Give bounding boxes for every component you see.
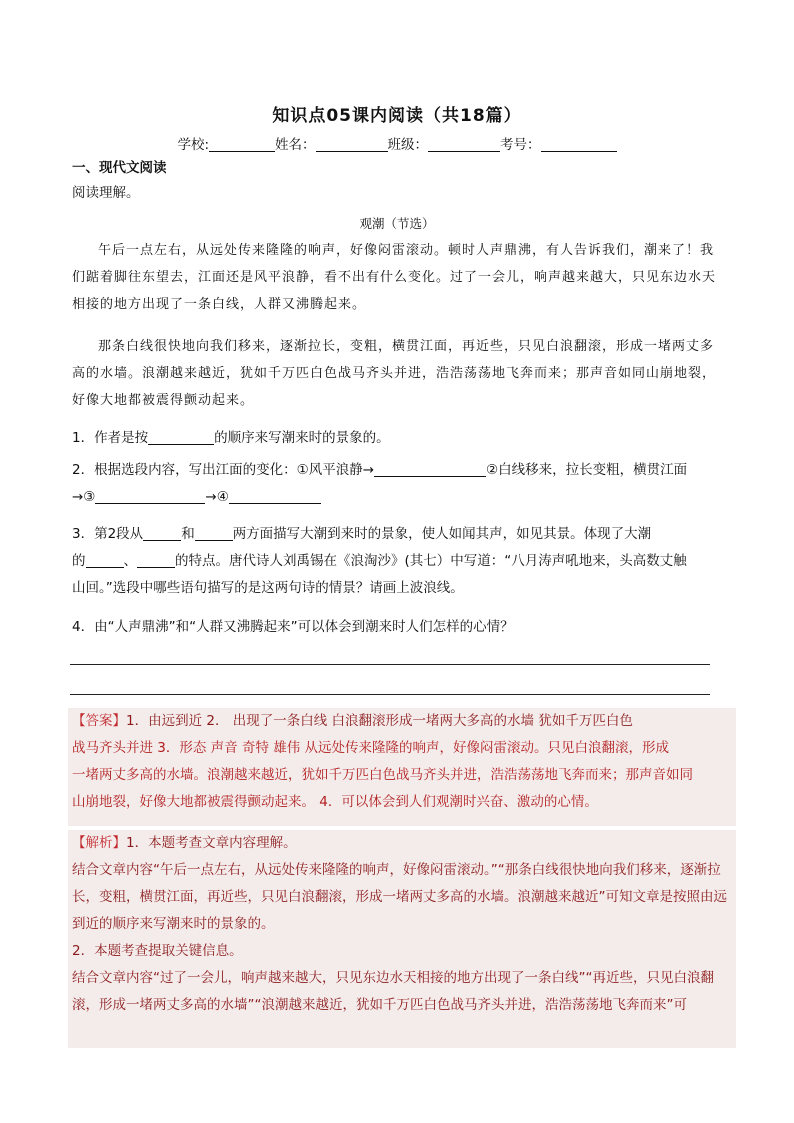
q2-blank-3[interactable] [229,489,321,504]
q3-text-c: 两方面描写大潮到来时的景象，使人如闻其声，如见其景。体现了大潮 [232,526,652,542]
answer-line-4-text: 山崩地裂，好像大地都被震得颤动起来。 4．可以体会到人们观潮时兴奋、激动的心情。 [72,794,598,810]
q3-text-b: 和 [181,526,195,542]
q1-text-b: 的顺序来写潮来时的景象的。 [214,430,390,446]
q3-text-f: 的特点。唐代诗人刘禹锡在《浪淘沙》(其七）中写道：“八月涛声吼地来，头高数丈触 [175,553,687,569]
analysis-tag: 【解析】 [72,835,126,851]
q2-text-a: 2．根据选段内容，写出江面的变化：①风平浪静→ [72,462,375,478]
q3-blank-1[interactable] [143,526,181,541]
question-4: 4．由“人声鼎沸”和“人群又沸腾起来”可以体会到潮来时人们怎样的心情？ [72,619,514,635]
analysis-block [68,830,736,1048]
analysis-item-2: 结合文章内容“午后一点左右，从远处传来隆隆的响声，好像闷雷滚动。”“那条白线很快地向我们移来，逐渐拉长，变粗，横贯江面，再近些，只见白浪翻滚，形成一堵两丈多高的水墙。浪潮越来越近”可知文章是按照由远到近的顺序来写潮来时的景象的。 [72,862,727,932]
class-label: 班级： [387,137,429,153]
student-info-row [0,133,794,153]
q2-text-d: →④ [205,489,229,505]
q2-text-b: ②白线移来，拉长变粗，横贯江面 [486,462,688,478]
class-blank[interactable] [428,137,500,152]
q3-text-a: 3．第2段从 [72,526,144,542]
answer-line-1-text: 1．由远到近 2． 出现了一条白线 白浪翻滚形成一堵两大多高的水墙 犹如千万匹白色 [126,713,633,729]
analysis-1-text: 1．本题考查文章内容理解。 [126,835,297,851]
q3-text-g: 山回。”选段中哪些语句描写的是这两句诗的情景？请画上波浪线。 [72,580,464,596]
question-2 [72,457,724,511]
q3-blank-3[interactable] [86,553,124,568]
passage-paragraph-2: 那条白线很快地向我们移来，逐渐拉长，变粗，横贯江面，再近些，只见白浪翻滚，形成一堵两丈多高的水墙。浪潮越来越近，犹如千万匹白色战马齐头并进，浩浩荡荡地飞奔而来；那声音如同山崩地裂，好像大地都被震得颤动起来。 [72,339,717,408]
section-intro: 阅读理解。 [72,185,140,201]
q2-blank-1[interactable] [374,462,486,477]
passage-paragraph-1: 午后一点左右，从远处传来隆隆的响声，好像闷雷滚动。顿时人声鼎沸，有人告诉我们，潮来了！我们踮着脚往东望去，江面还是风平浪静，看不出有什么变化。过了一会儿，响声越来越大，只见东边水天相接的地方出现了一条白线，人群又沸腾起来。 [72,243,717,312]
exam-no-label: 考号： [500,137,541,153]
q1-blank[interactable] [148,430,214,445]
answer-block [68,708,736,826]
school-blank[interactable] [209,137,275,152]
answer-line-2-text: 战马齐头并进 3．形态 声音 奇特 雄伟 从远处传来隆隆的响声，好像闷雷滚动。只见白浪翻滚，形成 [72,740,670,756]
analysis-item-3: 2．本题考查提取关键信息。 [72,943,243,959]
answer-line-3-text: 一堵两丈多高的水墙。浪潮越来越近，犹如千万匹白色战马齐头并进，浩浩荡荡地飞奔而来；那声音如同 [72,767,693,783]
question-3 [72,521,724,602]
answer-tag: 【答案】 [72,713,126,729]
q3-text-d: 的 [72,553,86,569]
section-heading: 一、现代文阅读 [72,160,167,176]
passage-title: 观潮（节选） [359,216,435,231]
answer-line-2[interactable] [70,694,710,695]
q2-text-c: →③ [72,489,96,505]
analysis-item-4: 结合文章内容“过了一会儿，响声越来越大，只见东边水天相接的地方出现了一条白线”“再近些，只见白浪翻滚，形成一堵两丈多高的水墙”“浪潮越来越近，犹如千万匹白色战马齐头并进，浩浩荡荡地飞奔而来”可 [72,970,714,1013]
school-label: 学校: [177,137,210,153]
q2-blank-2[interactable] [95,489,205,504]
q3-text-e: 、 [123,553,137,569]
question-1 [72,425,724,452]
name-label: 姓名： [275,137,316,153]
page-title: 知识点05课内阅读（共18篇） [272,106,522,126]
q1-text-a: 1．作者是按 [72,430,149,446]
answer-line-1[interactable] [70,664,710,665]
exam-no-blank[interactable] [541,137,617,152]
name-blank[interactable] [316,137,388,152]
q3-blank-2[interactable] [195,526,233,541]
analysis-item-1 [72,830,732,857]
q3-blank-4[interactable] [137,553,175,568]
